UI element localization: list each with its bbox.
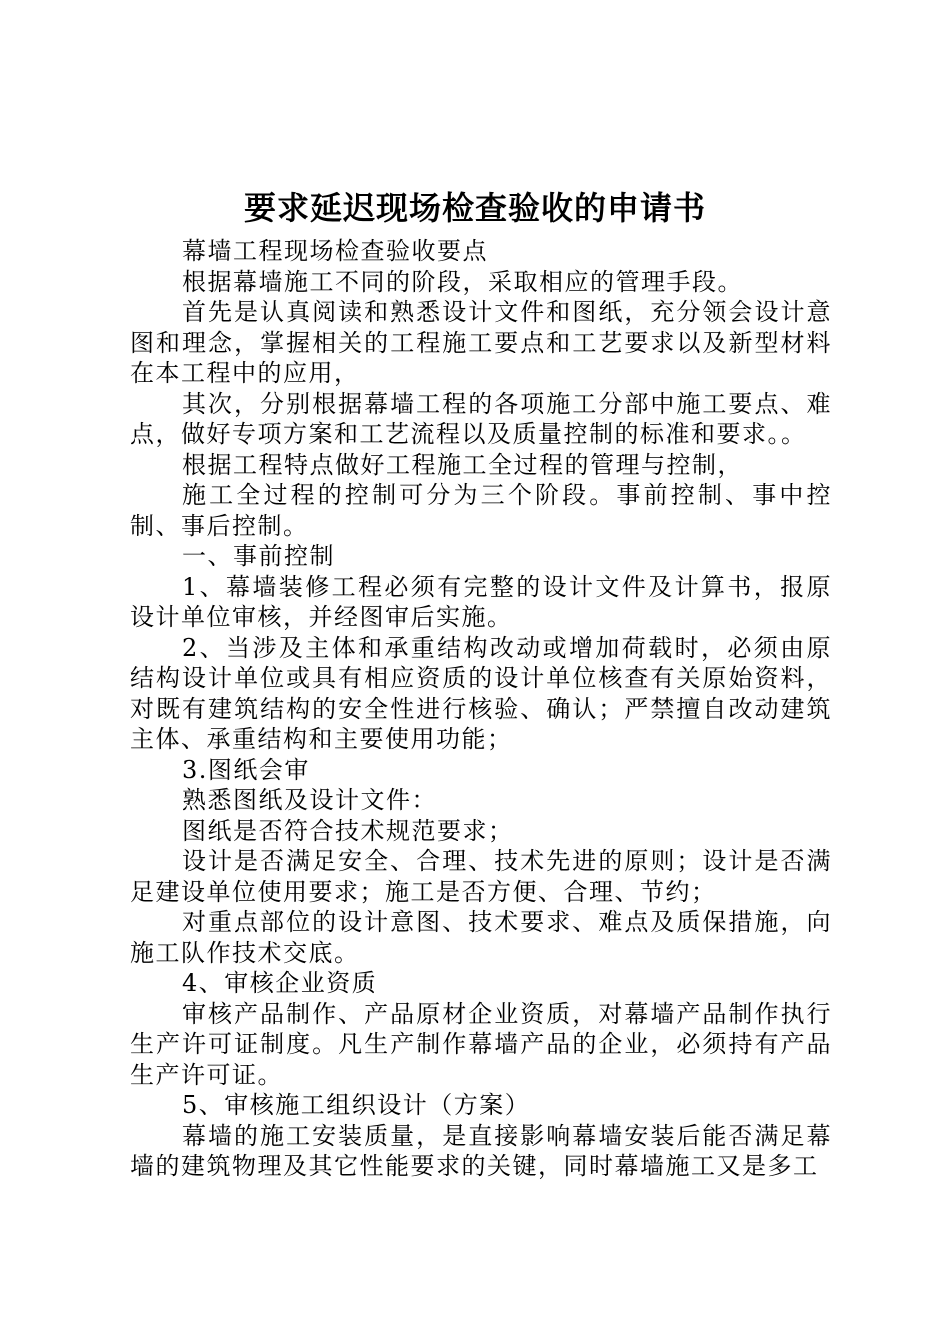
paragraph: 2、当涉及主体和承重结构改动或增加荷载时，必须由原结构设计单位或具有相应资质的设计单位核查有关原始资料，对既有建筑结构的安全性进行核验、确认；严禁擅自改动建筑主体、承重结构和主要使用功能； [130, 633, 832, 753]
paragraph: 熟悉图纸及设计文件： [182, 786, 437, 814]
document-body [130, 236, 832, 1182]
section-heading: 一、事前控制 [182, 542, 335, 570]
paragraph: 首先是认真阅读和熟悉设计文件和图纸，充分领会设计意图和理念，掌握相关的工程施工要点和工艺要求以及新型材料在本工程中的应用， [130, 298, 832, 387]
paragraph: 1、幕墙装修工程必须有完整的设计文件及计算书，报原设计单位审核，并经图审后实施。 [130, 572, 832, 631]
paragraph: 施工全过程的控制可分为三个阶段。事前控制、事中控制、事后控制。 [130, 481, 832, 540]
paragraph: 幕墙工程现场检查验收要点 [182, 237, 488, 265]
section-heading: 5、审核施工组织设计（方案） [182, 1091, 531, 1119]
paragraph: 设计是否满足安全、合理、技术先进的原则；设计是否满足建设单位使用要求；施工是否方便、合理、节约； [130, 847, 832, 906]
paragraph: 幕墙的施工安装质量，是直接影响幕墙安装后能否满足幕墙的建筑物理及其它性能要求的关键，同时幕墙施工又是多工 [130, 1121, 832, 1180]
section-heading: 3.图纸会审 [182, 755, 310, 784]
paragraph: 审核产品制作、产品原材企业资质，对幕墙产品制作执行生产许可证制度。凡生产制作幕墙产品的企业，必须持有产品生产许可证。 [130, 999, 832, 1089]
paragraph: 其次，分别根据幕墙工程的各项施工分部中施工要点、难点，做好专项方案和工艺流程以及质量控制的标准和要求。。 [130, 389, 832, 448]
paragraph: 图纸是否符合技术规范要求； [182, 816, 514, 845]
paragraph: 对重点部位的设计意图、技术要求、难点及质保措施，向施工队作技术交底。 [130, 908, 832, 967]
paragraph: 根据幕墙施工不同的阶段，采取相应的管理手段。 [182, 267, 743, 296]
paragraph: 根据工程特点做好工程施工全过程的管理与控制， [182, 450, 743, 479]
document-title: 要求延迟现场检查验收的申请书 [243, 189, 706, 227]
section-heading: 4、审核企业资质 [182, 969, 378, 997]
